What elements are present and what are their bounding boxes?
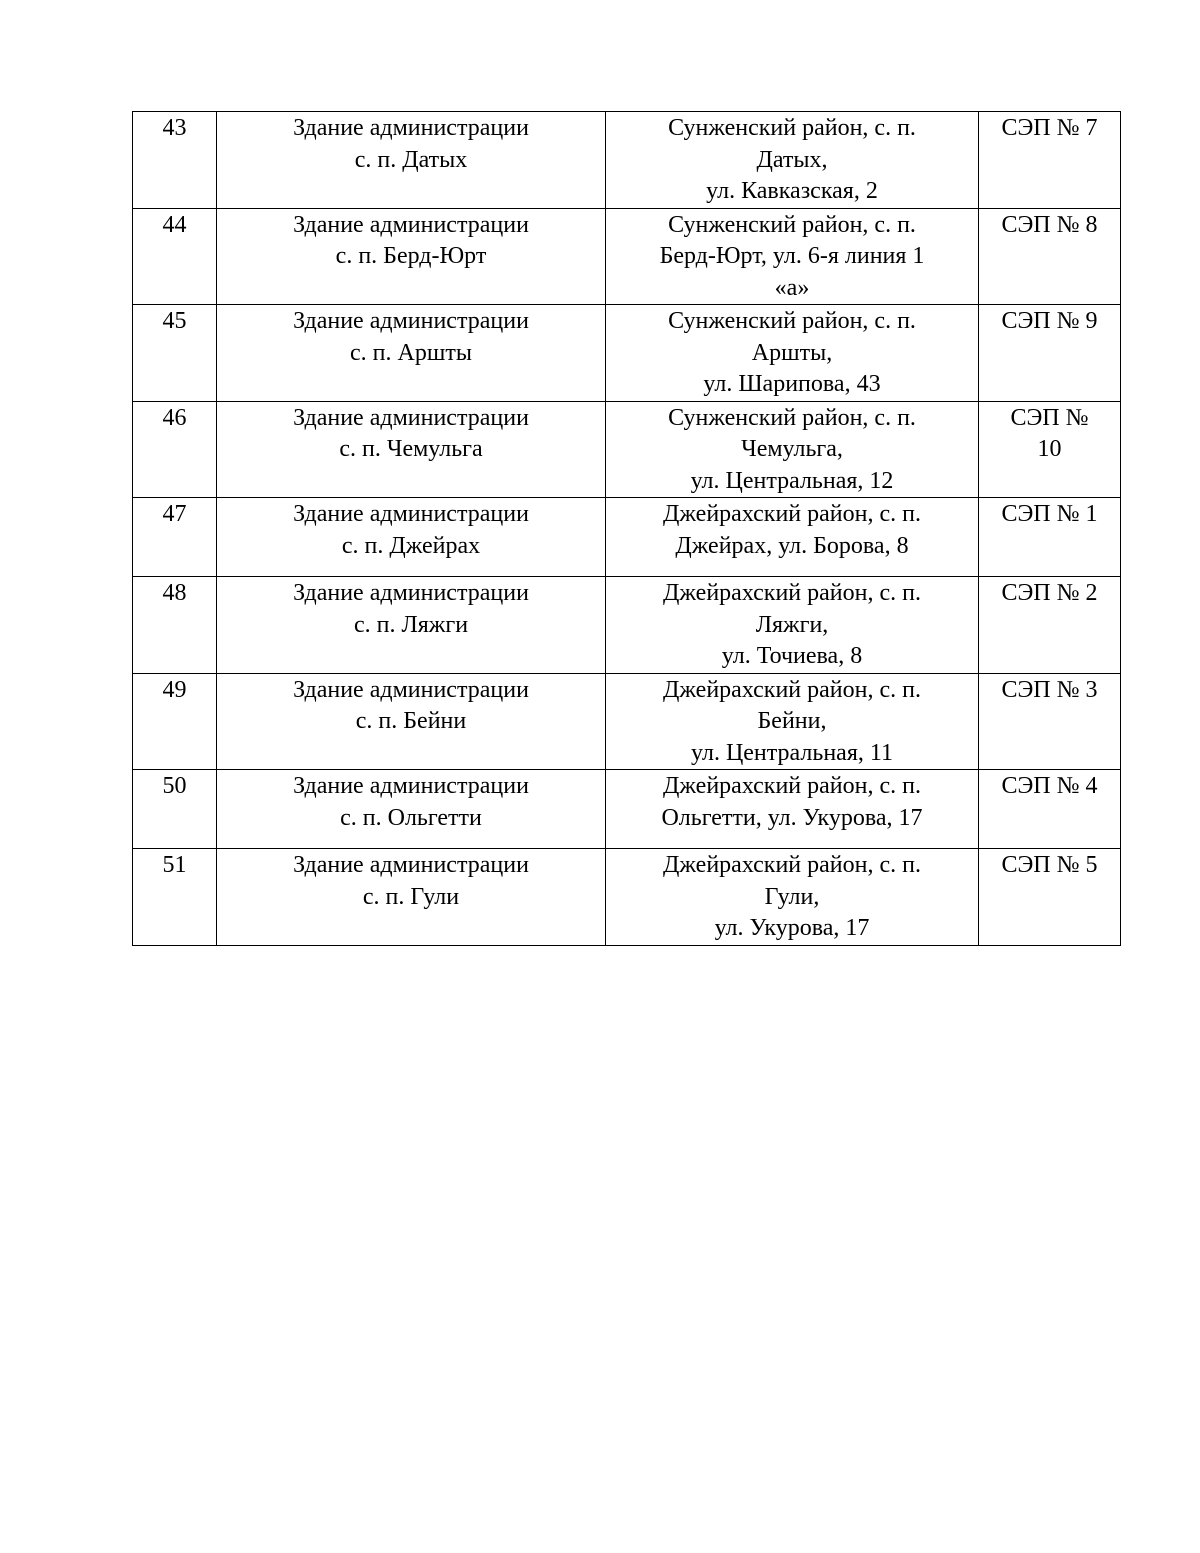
sep-number: СЭП № 8: [979, 208, 1121, 305]
sep-number: СЭП № 2: [979, 577, 1121, 674]
table-row: [133, 112, 1121, 209]
building-name: Здание администрации с. п. Датых: [217, 112, 606, 209]
table-row: [133, 401, 1121, 498]
table-row: [133, 849, 1121, 946]
sep-number: СЭП № 5: [979, 849, 1121, 946]
row-number: 50: [133, 770, 217, 849]
building-name: Здание администрации с. п. Джейрах: [217, 498, 606, 577]
row-number: 47: [133, 498, 217, 577]
row-number: 44: [133, 208, 217, 305]
building-address: Джейрахский район, с. п. Бейни, ул. Центральная, 11: [606, 673, 979, 770]
building-address: Сунженский район, с. п. Берд-Юрт, ул. 6-я линия 1 «а»: [606, 208, 979, 305]
building-name: Здание администрации с. п. Бейни: [217, 673, 606, 770]
building-name: Здание администрации с. п. Чемульга: [217, 401, 606, 498]
building-address: Джейрахский район, с. п. Ольгетти, ул. Укурова, 17: [606, 770, 979, 849]
building-address: Джейрахский район, с. п. Ляжги, ул. Точиева, 8: [606, 577, 979, 674]
table-row: [133, 770, 1121, 849]
building-name: Здание администрации с. п. Гули: [217, 849, 606, 946]
polling-stations-table: [132, 111, 1121, 946]
building-address: Сунженский район, с. п. Датых, ул. Кавказская, 2: [606, 112, 979, 209]
building-address: Джейрахский район, с. п. Джейрах, ул. Борова, 8: [606, 498, 979, 577]
sep-number: СЭП № 7: [979, 112, 1121, 209]
sep-number: СЭП № 4: [979, 770, 1121, 849]
row-number: 48: [133, 577, 217, 674]
row-number: 43: [133, 112, 217, 209]
building-address: Джейрахский район, с. п. Гули, ул. Укурова, 17: [606, 849, 979, 946]
row-number: 49: [133, 673, 217, 770]
sep-number: СЭП № 9: [979, 305, 1121, 402]
sep-number: СЭП № 1: [979, 498, 1121, 577]
table-row: [133, 498, 1121, 577]
building-name: Здание администрации с. п. Ольгетти: [217, 770, 606, 849]
row-number: 46: [133, 401, 217, 498]
building-name: Здание администрации с. п. Берд-Юрт: [217, 208, 606, 305]
table-row: [133, 208, 1121, 305]
sep-number: СЭП № 3: [979, 673, 1121, 770]
building-name: Здание администрации с. п. Аршты: [217, 305, 606, 402]
table-row: [133, 305, 1121, 402]
table-row: [133, 577, 1121, 674]
building-name: Здание администрации с. п. Ляжги: [217, 577, 606, 674]
row-number: 51: [133, 849, 217, 946]
building-address: Сунженский район, с. п. Аршты, ул. Шарипова, 43: [606, 305, 979, 402]
sep-number: СЭП № 10: [979, 401, 1121, 498]
table-row: [133, 673, 1121, 770]
building-address: Сунженский район, с. п. Чемульга, ул. Центральная, 12: [606, 401, 979, 498]
row-number: 45: [133, 305, 217, 402]
